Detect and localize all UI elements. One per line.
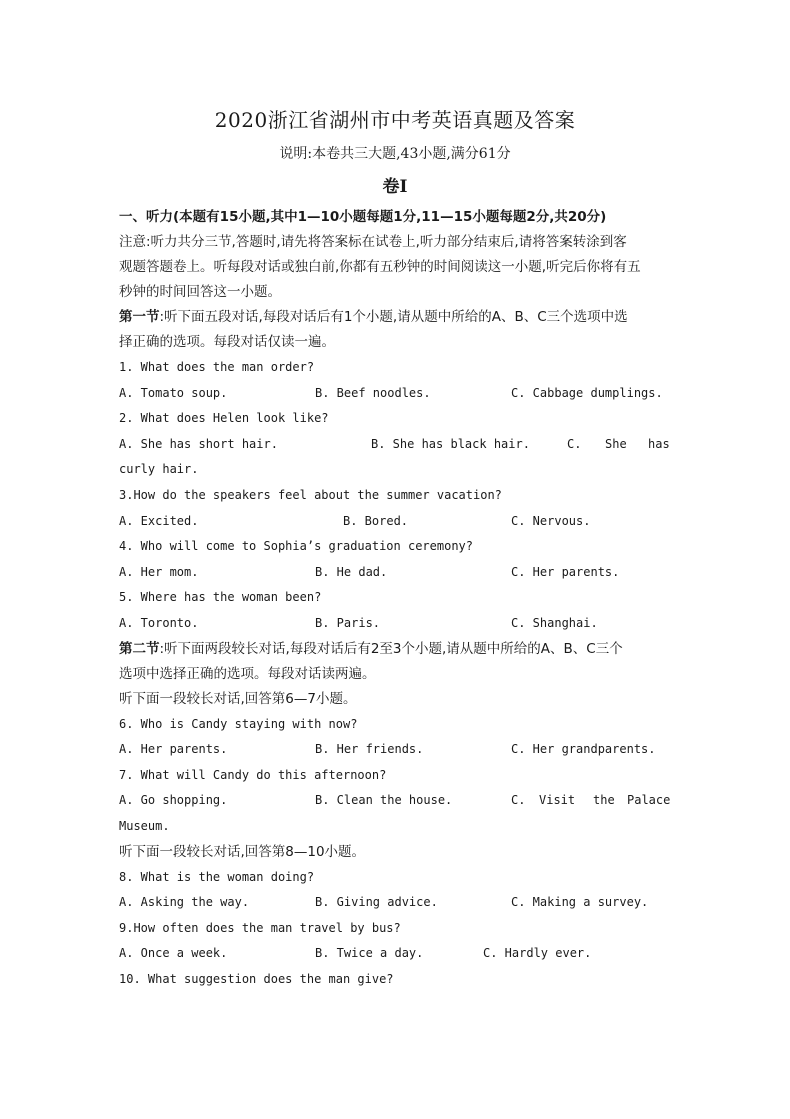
exam-body [119,205,671,992]
part-instructions: 选项中选择正确的选项。每段对话读两遍。 [119,665,376,682]
page-title: 2020浙江省湖州市中考英语真题及答案 [214,108,576,132]
option-c: C. Nervous. [511,513,591,528]
listening-note: 注意:听力共分三节,答题时,请先将答案标在试卷上,听力部分结束后,请将答案转涂到客 [119,234,627,250]
option-c: C. Shanghai. [511,615,598,630]
option-a: A. Asking the way. [119,895,250,910]
answer-options [119,381,671,407]
exam-instructions: 说明:本卷共三大题,43小题,满分61分 [279,146,511,162]
option-c-word: Palace [627,793,671,808]
answer-options [119,560,671,586]
option-c: C. Cabbage dumplings. [511,385,663,400]
listening-note: 观题答题卷上。听每段对话或独白前,你都有五秒钟的时间阅读这一小题,听完后你将有五 [119,259,641,275]
option-a: A. Toronto. [119,615,199,630]
option-a: A. Her parents. [119,742,228,757]
question-text: 2. What does Helen look like? [119,411,329,426]
option-c: C. Her grandparents. [511,742,656,757]
option-b: B. Bored. [343,513,409,528]
option-c-word: has [648,436,670,451]
option-a: A. Tomato soup. [119,385,228,400]
volume-heading: 卷I [382,177,408,197]
option-c-word: the [593,793,615,808]
option-b: B. Twice a day. [315,946,424,961]
option-b: B. He dad. [315,564,388,579]
answer-options [119,737,671,763]
option-c-word: She [605,436,627,451]
option-c: C. Making a survey. [511,895,649,910]
question-text: 1. What does the man order? [119,360,315,374]
dialog-intro: 听下面一段较长对话,回答第6—7小题。 [119,690,357,707]
answer-options [119,509,671,535]
question-text: 5. Where has the woman been? [119,590,322,605]
question-text: 6. Who is Candy staying with now? [119,716,358,731]
question-text: 7. What will Candy do this afternoon? [119,767,387,782]
option-c-word: Visit [539,793,576,808]
option-c: C. [511,793,526,808]
answer-options [119,890,671,916]
section-heading: 一、听力(本题有15小题,其中1—10小题每题1分,11—15小题每题2分,共20分) [119,209,607,225]
question-text: 3.How do the speakers feel about the summer vacation? [119,487,502,502]
part-instructions: 择正确的选项。每段对话仅读一遍。 [119,334,335,350]
question-text: 4. Who will come to Sophia’s graduation ceremony? [119,539,474,554]
option-c-continued: curly hair. [119,462,199,477]
option-b: B. Beef noodles. [315,385,431,400]
answer-options [119,432,671,458]
question-text: 8. What is the woman doing? [119,869,315,884]
option-c-continued: Museum. [119,818,170,833]
option-b: B. She has black hair. [371,436,530,451]
answer-options [119,941,671,967]
option-a: A. She has short hair. [119,436,278,451]
option-a: A. Her mom. [119,564,199,579]
question-text: 10. What suggestion does the man give? [119,971,394,986]
option-c: C. Hardly ever. [483,946,592,961]
answer-options [119,788,671,814]
option-b: B. Clean the house. [315,793,453,808]
option-b: B. Paris. [315,615,381,630]
part-label: 第二节 [119,640,160,657]
part-label: 第一节 [119,309,160,325]
option-a: A. Excited. [119,513,199,528]
option-b: B. Her friends. [315,742,424,757]
part-instructions [119,305,671,330]
option-b: B. Giving advice. [315,895,438,910]
option-c: C. Her parents. [511,564,620,579]
part-instructions-text: :听下面五段对话,每段对话后有1个小题,请从题中所给的A、B、C三个选项中选 [159,309,628,325]
question-text: 9.How often does the man travel by bus? [119,920,401,935]
dialog-intro: 听下面一段较长对话,回答第8—10小题。 [119,843,366,860]
answer-options [119,611,671,637]
listening-note: 秒钟的时间回答这一小题。 [119,284,281,300]
option-a: A. Go shopping. [119,793,228,808]
part-instructions-text: :听下面两段较长对话,每段对话后有2至3个小题,请从题中所给的A、B、C三个 [159,640,623,657]
part-instructions [119,637,671,662]
option-a: A. Once a week. [119,946,228,961]
option-c: C. [567,436,582,451]
